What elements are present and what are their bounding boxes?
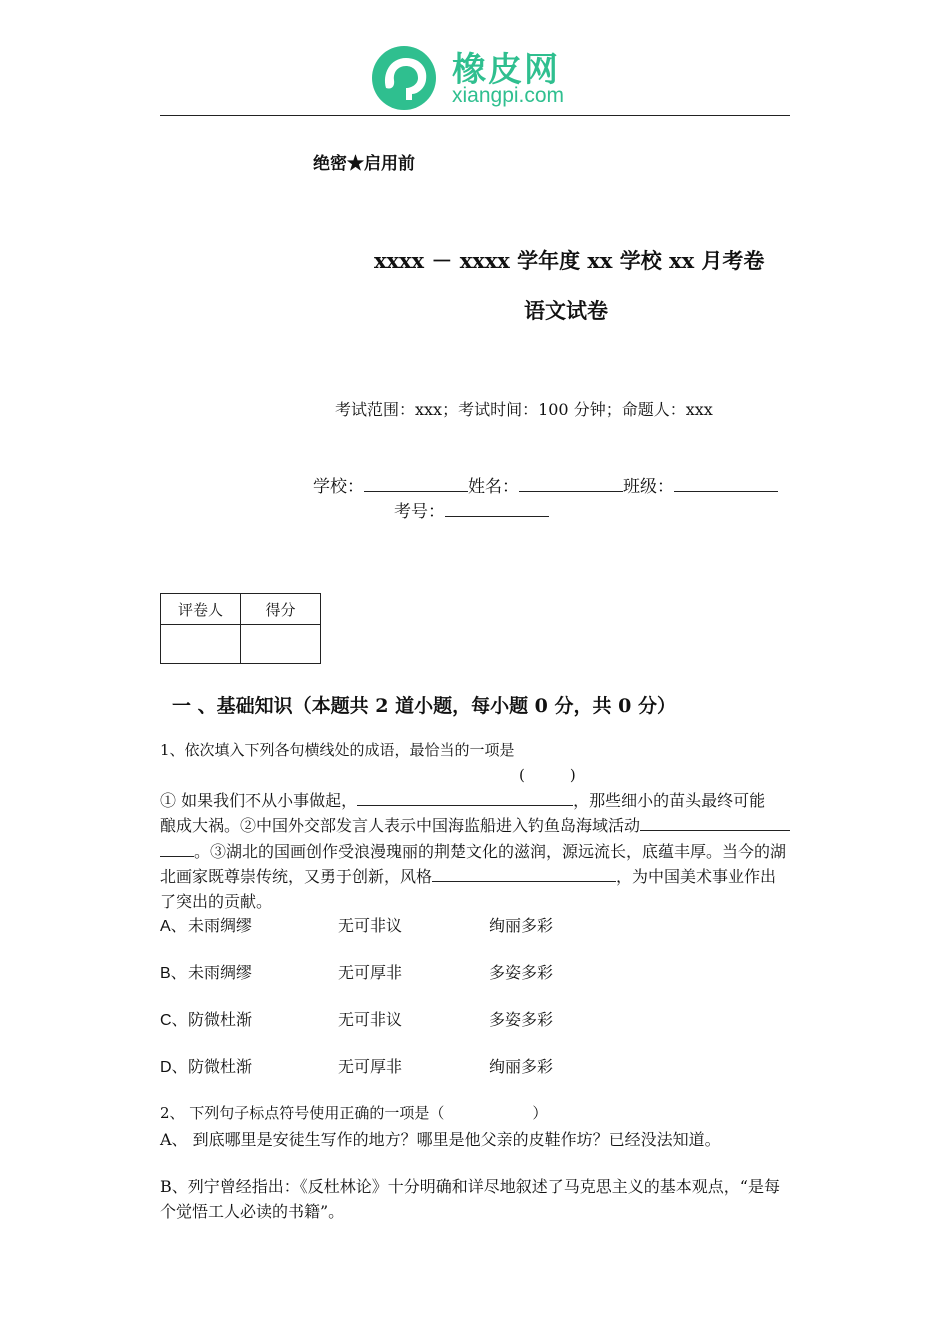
option-word-1: 未雨绸缪 bbox=[188, 963, 253, 982]
q1-blank-2-cont[interactable] bbox=[160, 842, 194, 857]
option-letter: D、 bbox=[160, 1059, 188, 1076]
q1-option-a[interactable] bbox=[160, 913, 553, 936]
option-word-1: 未雨绸缪 bbox=[188, 916, 253, 935]
q1-answer-paren: ( ) bbox=[519, 766, 576, 784]
grader-table bbox=[160, 593, 321, 664]
q2-stem bbox=[160, 1102, 547, 1123]
q2-option-b-line2: 个觉悟工人必读的书籍”。 bbox=[160, 1202, 345, 1221]
option-letter: A、 bbox=[160, 918, 187, 935]
school-label: 学校： bbox=[313, 477, 364, 497]
option-word-2: 无可厚非 bbox=[338, 1057, 403, 1076]
q2-option-a[interactable]: A、 到底哪里是安徒生写作的地方？哪里是他父亲的皮鞋作坊？已经没法知道。 bbox=[160, 1130, 721, 1149]
q1-line5: 了突出的贡献。 bbox=[160, 892, 273, 911]
q1-text: 酿成大祸。②中国外交部发言人表示中国海监船进入钓鱼岛海域活动 bbox=[160, 816, 641, 835]
q1-option-d[interactable] bbox=[160, 1054, 553, 1077]
q1-blank-3[interactable] bbox=[432, 867, 616, 882]
class-field[interactable] bbox=[674, 477, 778, 492]
student-number-line bbox=[394, 497, 549, 522]
header-divider bbox=[160, 115, 790, 116]
q1-text: ，为中国美术事业作出 bbox=[616, 867, 777, 886]
q1-text: ，那些细小的苗头最终可能 bbox=[573, 791, 766, 810]
q1-line3 bbox=[160, 839, 786, 862]
q1-blank-1[interactable] bbox=[357, 791, 573, 806]
option-word-2: 无可厚非 bbox=[338, 963, 403, 982]
option-word-3: 绚丽多彩 bbox=[489, 1057, 554, 1076]
grader-header: 评卷人 bbox=[161, 594, 241, 625]
q1-option-c[interactable] bbox=[160, 1007, 553, 1030]
option-word-1: 防微杜渐 bbox=[188, 1010, 253, 1029]
brand-name-en: xiangpi.com bbox=[452, 84, 565, 107]
brand-logo bbox=[368, 42, 598, 112]
q1-text: 。③湖北的国画创作受浪漫瑰丽的荆楚文化的滋润，源远流长，底蕴丰厚。当今的湖 bbox=[194, 842, 787, 861]
school-field[interactable] bbox=[364, 477, 468, 492]
section-heading: 一 、基础知识（本题共 2 道小题，每小题 0 分，共 0 分） bbox=[172, 695, 676, 717]
q1-text: 北画家既尊崇传统，又勇于创新，风格 bbox=[160, 867, 433, 886]
option-word-2: 无可非议 bbox=[338, 1010, 403, 1029]
q2-stem-text: 2、 下列句子标点符号使用正确的一项是（ bbox=[160, 1104, 445, 1122]
subject-title: 语文试卷 bbox=[524, 298, 608, 323]
option-word-3: 多姿多彩 bbox=[489, 1010, 554, 1029]
q2-stem-close: ） bbox=[532, 1104, 548, 1122]
q2-option-b-line1[interactable]: B、列宁曾经指出：《反杜林论》十分明确和详尽地叙述了马克思主义的基本观点，“是每 bbox=[160, 1177, 780, 1196]
q1-line1 bbox=[160, 788, 765, 811]
score-cell[interactable] bbox=[241, 625, 321, 664]
q1-stem: 1、依次填入下列各句横线处的成语，最恰当的一项是 bbox=[160, 741, 515, 759]
option-word-3: 多姿多彩 bbox=[489, 963, 554, 982]
option-word-1: 防微杜渐 bbox=[188, 1057, 253, 1076]
q1-option-b[interactable] bbox=[160, 960, 553, 983]
option-letter: B、 bbox=[160, 965, 187, 982]
option-word-3: 绚丽多彩 bbox=[489, 916, 554, 935]
name-label: 姓名： bbox=[468, 477, 519, 497]
q1-line4 bbox=[160, 864, 776, 887]
brand-name-cn: 橡皮网 bbox=[452, 50, 560, 90]
q1-text: ① 如果我们不从小事做起， bbox=[160, 791, 358, 810]
exam-info: 考试范围：xxx；考试时间：100 分钟；命题人：xxx bbox=[335, 400, 713, 419]
class-label: 班级： bbox=[623, 477, 674, 497]
option-letter: C、 bbox=[160, 1012, 188, 1029]
score-header: 得分 bbox=[241, 594, 321, 625]
option-word-2: 无可非议 bbox=[338, 916, 403, 935]
number-label: 考号： bbox=[394, 502, 445, 522]
q1-blank-2[interactable] bbox=[640, 816, 790, 831]
student-info-line bbox=[313, 472, 778, 497]
elephant-logo-icon bbox=[368, 44, 444, 110]
grader-cell[interactable] bbox=[161, 625, 241, 664]
exam-title: xxxx － xxxx 学年度 xx 学校 xx 月考卷 bbox=[374, 248, 765, 273]
name-field[interactable] bbox=[519, 477, 623, 492]
secret-mark: 绝密★启用前 bbox=[313, 154, 415, 174]
q1-line2 bbox=[160, 813, 790, 836]
number-field[interactable] bbox=[445, 502, 549, 517]
